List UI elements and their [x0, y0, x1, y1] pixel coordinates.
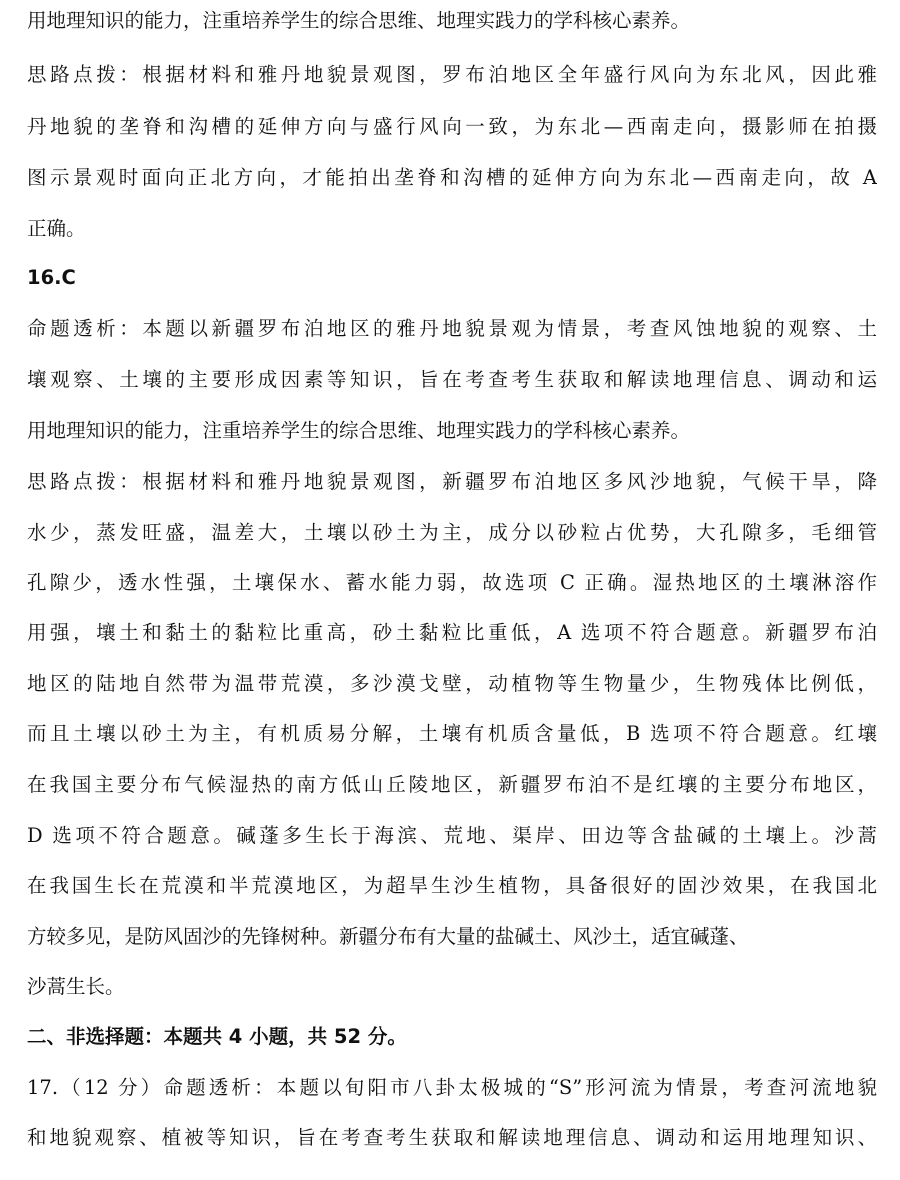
- line-text: ：本题以新疆罗布泊地区的雅丹地貌景观为情景，考查风蚀地貌的观察、土: [119, 317, 877, 340]
- line-text: ：根据材料和雅丹地貌景观图，罗布泊地区全年盛行风向为东北风，因此雅: [119, 63, 877, 86]
- text-line: [27, 769, 877, 801]
- line-text: 用地理知识的能力，注重培养学生的综合思维、地理实践力的学科核心素养。: [27, 419, 691, 442]
- text-line: [27, 213, 877, 245]
- line-text: 孔隙少，透水性强，土壤保水、蓄水能力弱，故选项 C 正确。湿热地区的土壤淋溶作: [27, 571, 877, 594]
- line-text: 方较多见，是防风固沙的先锋树种。新疆分布有大量的盐碱土、风沙土，适宜碱蓬、: [27, 925, 749, 948]
- section-label: 思路点拨: [27, 470, 120, 493]
- question-prefix: 17.（12 分）: [27, 1076, 164, 1099]
- text-line: [27, 59, 877, 91]
- text-line: [27, 668, 877, 700]
- line-text: 用地理知识的能力，注重培养学生的综合思维、地理实践力的学科核心素养。: [27, 9, 691, 32]
- text-line: [27, 971, 877, 1003]
- text-line: [27, 313, 877, 345]
- question-number: [27, 262, 877, 294]
- line-text: 在我国主要分布气候湿热的南方低山丘陵地区，新疆罗布泊不是红壤的主要分布地区，: [27, 773, 877, 796]
- line-text: 而且土壤以砂土为主，有机质易分解，土壤有机质含量低，B 选项不符合题意。红壤: [27, 722, 877, 745]
- text-line: [27, 1122, 877, 1154]
- text-line: [27, 921, 877, 953]
- section-label: 思路点拨: [27, 63, 120, 86]
- line-text: 用强，壤土和黏土的黏粒比重高，砂土黏粒比重低，A 选项不符合题意。新疆罗布泊: [27, 621, 877, 644]
- line-text: 丹地貌的垄脊和沟槽的延伸方向与盛行风向一致，为东北—西南走向，摄影师在拍摄: [27, 115, 877, 138]
- text-line: [27, 517, 877, 549]
- text-line: [27, 1072, 877, 1104]
- line-text: 正确。: [27, 217, 86, 240]
- text-line: [27, 567, 877, 599]
- line-text: 壤观察、土壤的主要形成因素等知识，旨在考查考生获取和解读地理信息、调动和运: [27, 368, 877, 391]
- line-text: D 选项不符合题意。碱蓬多生长于海滨、荒地、渠岸、田边等含盐碱的土壤上。沙蒿: [27, 824, 877, 847]
- text-line: [27, 617, 877, 649]
- line-text: 在我国生长在荒漠和半荒漠地区，为超旱生沙生植物，具备很好的固沙效果，在我国北: [27, 874, 877, 897]
- section-label: 命题透析: [27, 317, 120, 340]
- line-text: 二、非选择题：本题共 4 小题，共 52 分。: [27, 1025, 407, 1048]
- text-line: [27, 364, 877, 396]
- text-line: [27, 466, 877, 498]
- text-line: [27, 162, 877, 194]
- line-text: 图示景观时面向正北方向，才能拍出垄脊和沟槽的延伸方向为东北—西南走向，故 A: [27, 166, 877, 189]
- text-line: [27, 111, 877, 143]
- line-text: 16.C: [27, 266, 76, 289]
- line-text: 和地貌观察、植被等知识，旨在考查考生获取和解读地理信息、调动和运用地理知识、: [27, 1126, 877, 1149]
- section-label: 命题透析: [163, 1076, 255, 1099]
- line-text: ：根据材料和雅丹地貌景观图，新疆罗布泊地区多风沙地貌，气候干旱，降: [119, 470, 877, 493]
- line-text: 水少，蒸发旺盛，温差大，土壤以砂土为主，成分以砂粒占优势，大孔隙多，毛细管: [27, 521, 877, 544]
- text-line: [27, 718, 877, 750]
- line-text: 沙蒿生长。: [27, 975, 125, 998]
- line-text: ：本题以旬阳市八卦太极城的“S”形河流为情景，考查河流地貌: [254, 1076, 877, 1099]
- line-text: 地区的陆地自然带为温带荒漠，多沙漠戈壁，动植物等生物量少，生物残体比例低，: [27, 672, 877, 695]
- text-line: [27, 415, 877, 447]
- text-line: [27, 820, 877, 852]
- text-line: [27, 5, 877, 37]
- section-heading: [27, 1021, 877, 1053]
- text-line: [27, 870, 877, 902]
